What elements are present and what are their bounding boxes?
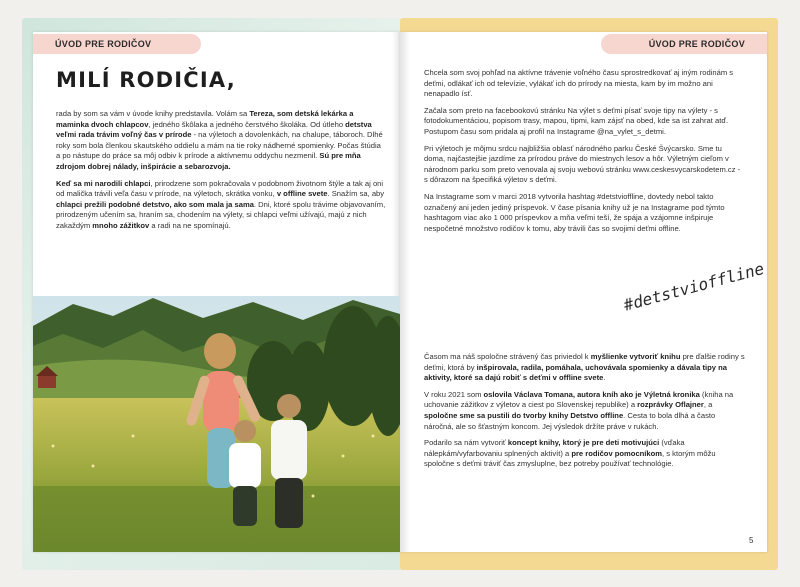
section-tab-left: [33, 34, 201, 54]
right-paragraph-3: Pri výletoch je môjmu srdcu najbližšia oblasť národného parku České Švýcarsko. Sme tu doma, najčastejšie jazdíme za prírodou práve do miestnych lesov a hôr. Výletným cieľom v národnom parku som preto venovala aj svoju webovú stránku www.ceskesvycarskodetem.cz - s dôrazom na špecifiká výletov s deťmi.: [424, 143, 741, 185]
right-paragraph-6: V roku 2021 som oslovila Václava Tomana, autora kníh ako je Výletná kronika (kniha na uchovanie zážitkov z výletov a ciest po Slovenskej republike) a rozprávky Oflajner, a spoločne sme sa pustili do tvorby knihy Detstvo offline. Cesta to bola dlhá a často náročná, ale so šťastným koncom. Jej výsledok držíte práve v rukách.: [424, 389, 734, 431]
section-tab-left-label: ÚVOD PRE RODIČOV: [55, 39, 152, 49]
right-paragraph-2: Začala som preto na facebookovú stránku Na výlet s deťmi písať svoje tipy na výlety - s fotodokumentáciou, popisom trasy, mapou, tipmi, kam zájsť na obed, kde sa ist zahrat atď. Postupom času som pridala aj profil na Instagrame @na_vylet_s_detmi.: [424, 105, 729, 136]
right-paragraph-1: Chcela som svoj pohľad na aktívne trávenie voľného času sprostredkovať aj iným rodinám s deťmi, odlákať ich od televízie, vylákať ich do prírody na miesta, kam by im možno ani nenapadlo ísť.: [424, 68, 734, 99]
right-paragraph-7: Podarilo sa nám vytvoriť koncept knihy, ktorý je pre deti motivujúci (vďaka nálepkám/vyfarbovaniu splnených aktivít) a pre rodičov pomocníkom, s ktorým môžu spoločne s deťmi tráviť čas zmysluplne, bez potreby používať technológie.: [424, 438, 716, 469]
right-text-block: [424, 68, 742, 240]
hashtag-handwritten: #detstvioffline: [621, 258, 767, 315]
page-title: MILÍ RODIČIA,: [56, 68, 236, 92]
section-tab-right-label: ÚVOD PRE RODIČOV: [648, 39, 745, 49]
left-text-block: [56, 109, 386, 238]
right-paragraph-4: Na Instagrame som v marci 2018 vytvorila hashtag #detstvioffline, dovtedy nebol takto označený ani jeden jediný príspevok. V čase písania knihy už je na Instagrame pod týmto hashtagom viac ako 1 000 príspevkov a mňa veľmi teší, že spája a vzájomne inšpiruje nespočetné množstvo rodičov k tomu, aby trávili čas so svojimi deťmi offline.: [424, 191, 725, 233]
left-paragraph-1: rada by som sa vám v úvode knihy predstavila. Volám sa Tereza, som detská lekárka a maminka dvoch chlapcov, jedného škôlaka a jedného čerstvého školáka. Od útleho detstva veľmi rada trávim voľný čas v prírode - na výletoch a dovolenkách, na chalupe, táboroch. Dlhé roky som bola členkou skautského oddielu a mám na tie roky nádherné spomienky. Počas štúdia a po nástupe do práce sa môj odbiv k prírode a aktívnemu oddychu nezmenil. Sú pre mňa zdrojom dobrej nálady, inšpirácie a sebarozvoja.: [56, 109, 383, 171]
section-tab-right: [601, 34, 767, 54]
left-paragraph-2: Keď sa mi narodili chlapci, prirodzene som pokračovala v podobnom životnom štýle a tak aj oni od malička trávili veľa času v prírode, na výletoch, skrátka vonku, v offline svete. Snažím sa, aby chlapci prežili podobné detstvo, ako som mala ja sama. Dni, ktoré spolu trávime objavovaním, prirodzeným učením sa, hraním sa, chodením na výlety, si chlapci veľmi užívajú, majú z nich zakaždým mnoho zážitkov a radi na ne spomínajú.: [56, 178, 386, 230]
right-paragraph-5: Časom ma náš spoločne strávený čas priviedol k myšlienke vytvoriť knihu pre ďalšie rodiny s deťmi, ktorá by inšpirovala, radila, pomáhala, uchovávala spomienky a dávala tipy na aktivity, ktoré sa dajú robiť s deťmi v offline svete.: [424, 352, 745, 383]
family-meadow-photo: [33, 296, 400, 552]
page-number: 5: [749, 536, 754, 545]
right-text-block-2: [424, 352, 746, 476]
